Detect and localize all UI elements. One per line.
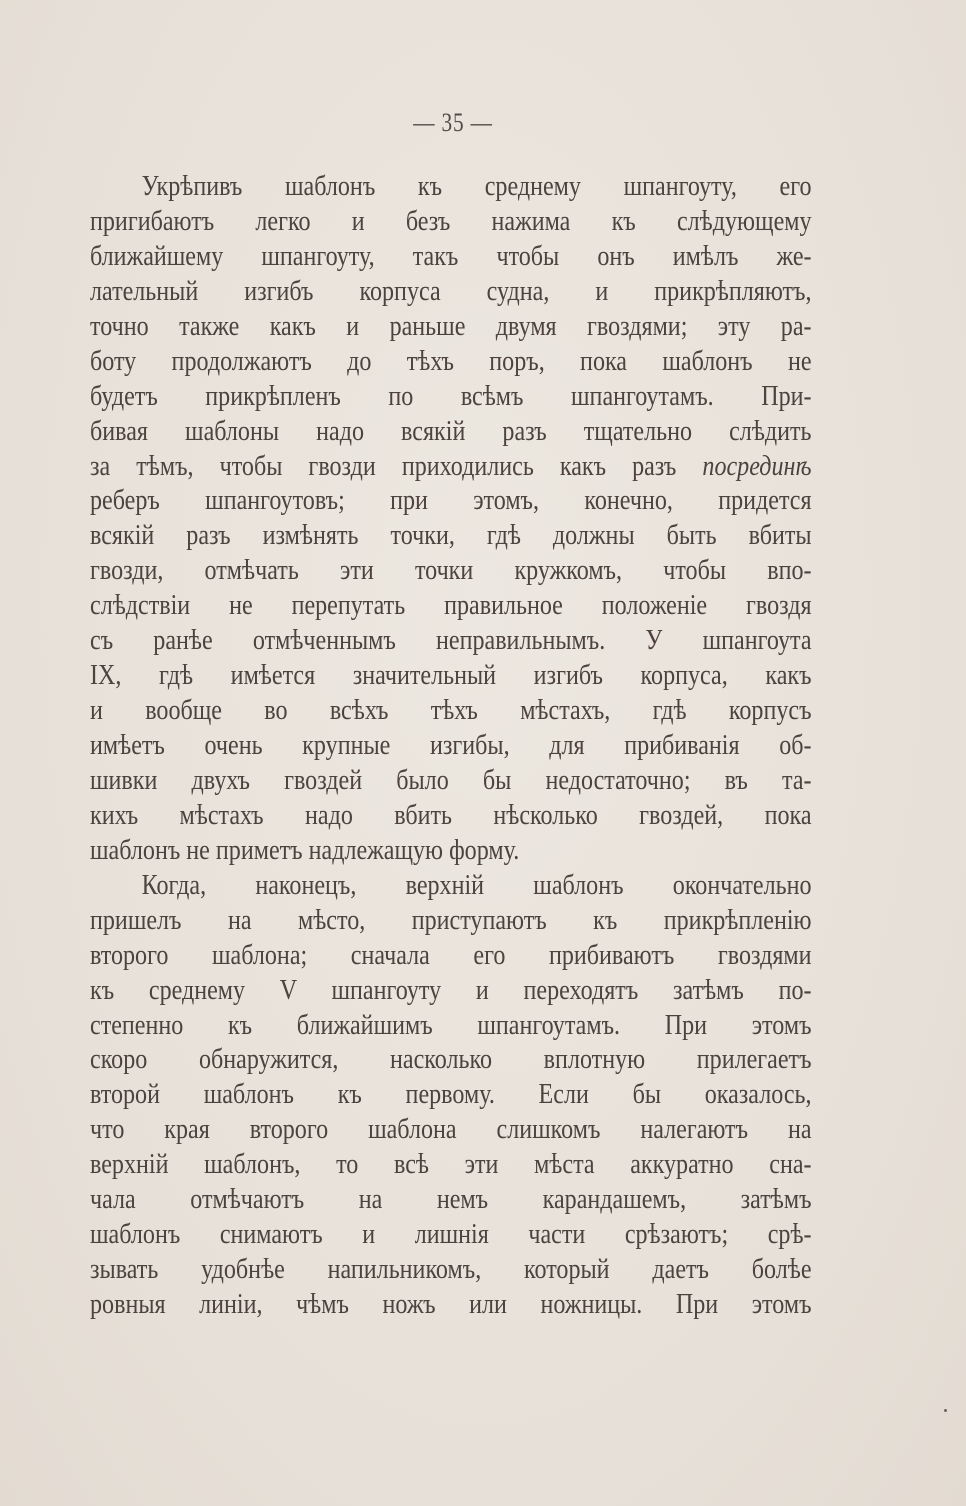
paper-speck — [944, 1409, 947, 1412]
text-line: ровныя линіи, чѣмъ ножъ или ножницы. При этомъ — [90, 1289, 812, 1320]
text-line: степенно къ ближайшимъ шпангоутамъ. При этомъ — [90, 1009, 812, 1041]
text-line-roman: за тѣмъ, чтобы гвозди приходились какъ разъ — [90, 450, 703, 482]
text-line: къ среднему V шпангоуту и переходятъ затѣмъ по- — [90, 974, 812, 1006]
text-line: гвозди, отмѣчать эти точки кружкомъ, чтобы впо- — [90, 555, 812, 587]
text-line: шаблонъ снимаютъ и лишнія части срѣзаютъ; срѣ- — [90, 1219, 812, 1251]
body-text — [90, 170, 812, 1323]
text-line: слѣдствіи не перепутать правильное положеніе гвоздя — [90, 590, 812, 622]
text-line: второго шаблона; сначала его прибиваютъ гвоздями — [90, 939, 812, 971]
text-line: всякій разъ измѣнять точки, гдѣ должны быть вбиты — [90, 520, 812, 552]
text-line: пригибаютъ легко и безъ нажима къ слѣдующему — [90, 205, 812, 237]
text-line: Когда, наконецъ, верхній шаблонъ окончательно — [141, 869, 812, 901]
text-line: имѣетъ очень крупные изгибы, для прибиванія об- — [90, 730, 812, 761]
text-line: реберъ шпангоутовъ; при этомъ, конечно, придется — [90, 485, 812, 517]
text-line: скоро обнаружится, насколько вплотную прилегаетъ — [90, 1044, 812, 1076]
text-line: второй шаблонъ къ первому. Если бы оказалось, — [90, 1079, 812, 1111]
text-line: что края второго шаблона слишкомъ налегаютъ на — [90, 1114, 812, 1146]
text-line: Укрѣпивъ шаблонъ къ среднему шпангоуту, его — [141, 171, 812, 202]
text-line: шивки двухъ гвоздей было бы недостаточно; въ та- — [90, 764, 812, 796]
text-line — [90, 450, 812, 485]
text-line: зывать удобнѣе напильникомъ, который даетъ болѣе — [90, 1254, 812, 1286]
text-line: и вообще во всѣхъ тѣхъ мѣстахъ, гдѣ корпусъ — [90, 695, 812, 727]
text-line: чала отмѣчаютъ на немъ карандашемъ, затѣмъ — [90, 1184, 812, 1216]
text-line: шаблонъ не приметъ надлежащую форму. — [90, 834, 520, 866]
text-line: съ ранѣе отмѣченнымъ неправильнымъ. У шпангоута — [90, 625, 812, 657]
text-line: боту продолжаютъ до тѣхъ поръ, пока шаблонъ не — [90, 345, 812, 377]
text-line: точно также какъ и раньше двумя гвоздями; эту ра- — [90, 310, 812, 342]
text-line: пришелъ на мѣсто, приступаютъ къ прикрѣпленію — [90, 904, 812, 936]
text-line: ближайшему шпангоуту, такъ чтобы онъ имѣлъ же- — [90, 240, 812, 272]
text-line: будетъ прикрѣпленъ по всѣмъ шпангоутамъ. При- — [90, 380, 812, 412]
text-line: верхній шаблонъ, то всѣ эти мѣста аккуратно сна- — [90, 1149, 812, 1181]
text-line: IX, гдѣ имѣется значительный изгибъ корпуса, какъ — [90, 660, 812, 692]
text-line: бивая шаблоны надо всякій разъ тщательно слѣдить — [90, 415, 812, 447]
text-line-italic: посрединѣ — [702, 450, 812, 482]
page-number: — 35 — — [413, 108, 493, 137]
text-line: лательный изгибъ корпуса судна, и прикрѣпляютъ, — [90, 275, 812, 307]
text-line: кихъ мѣстахъ надо вбить нѣсколько гвоздей, пока — [90, 799, 812, 831]
